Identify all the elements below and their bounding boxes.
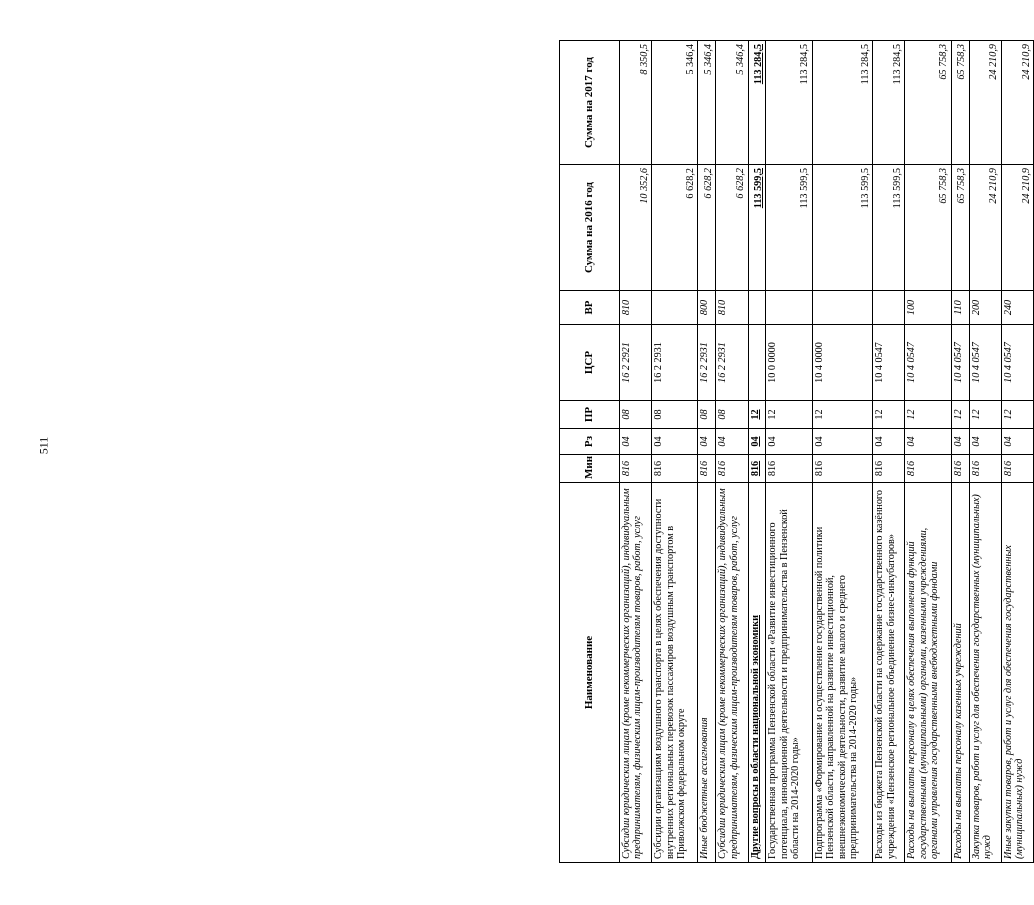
cell-sum-2016: 113 599,5 (873, 165, 905, 291)
header-min: Мин (560, 455, 620, 483)
cell-sum-2016: 113 599,5 (766, 165, 812, 291)
cell-min: 816 (905, 455, 951, 483)
cell-pr: 12 (1001, 401, 1033, 429)
cell-sum-2017: 5 346,4 (716, 41, 748, 165)
header-rz: Рз (560, 429, 620, 455)
cell-name: Расходы на выплаты персоналу казенных учреждений (951, 483, 969, 863)
cell-name: Другие вопросы в области национальной экономики (748, 483, 766, 863)
cell-csr: 10 4 0000 (812, 325, 873, 401)
cell-rz: 04 (766, 429, 812, 455)
cell-min: 816 (812, 455, 873, 483)
cell-sum-2017: 5 346,4 (652, 41, 698, 165)
header-name: Наименование (560, 483, 620, 863)
cell-min: 816 (951, 455, 969, 483)
cell-rz: 04 (951, 429, 969, 455)
cell-pr: 12 (766, 401, 812, 429)
cell-vr (652, 291, 698, 325)
cell-vr (873, 291, 905, 325)
cell-rz: 04 (698, 429, 716, 455)
cell-vr: 810 (716, 291, 748, 325)
cell-min: 816 (766, 455, 812, 483)
cell-min: 816 (873, 455, 905, 483)
cell-csr: 10 4 0547 (873, 325, 905, 401)
table-row (969, 41, 1001, 863)
header-pr: ПР (560, 401, 620, 429)
table-row (766, 41, 812, 863)
cell-name: Субсидии организациям воздушного транспорта в целях обеспечения доступности внутренних региональных перевозок пассажиров воздушным транспортом в Приволжском федеральном округе (652, 483, 698, 863)
cell-vr (766, 291, 812, 325)
cell-rz: 04 (716, 429, 748, 455)
header-row (560, 41, 620, 863)
cell-pr: 08 (652, 401, 698, 429)
cell-sum-2016: 24 210,9 (969, 165, 1001, 291)
cell-min: 816 (748, 455, 766, 483)
budget-table (559, 40, 1034, 863)
cell-sum-2016: 65 758,3 (905, 165, 951, 291)
cell-name: Государственная программа Пензенской области «Развитие инвестиционного потенциала, инновационной деятельности и предпринимательства в Пензенской области на 2014-2020 годы» (766, 483, 812, 863)
cell-pr: 12 (812, 401, 873, 429)
cell-vr: 200 (969, 291, 1001, 325)
cell-min: 816 (716, 455, 748, 483)
cell-name: Подпрограмма «Формирование и осуществление государственной политики Пензенской области, направленной на развитие инвестиционной, внешнеэкономической деятельности, развитие малого и среднего предпринимательства на 2014-2020 годы» (812, 483, 873, 863)
cell-name: Закупка товаров, работ и услуг для обеспечения государственных (муниципальных) нужд (969, 483, 1001, 863)
cell-sum-2017: 5 346,4 (698, 41, 716, 165)
cell-vr: 110 (951, 291, 969, 325)
cell-name: Иные бюджетные ассигнования (698, 483, 716, 863)
cell-csr: 16 2 2921 (620, 325, 652, 401)
cell-sum-2017: 113 284,5 (748, 41, 766, 165)
cell-rz: 04 (905, 429, 951, 455)
cell-sum-2016: 6 628,2 (652, 165, 698, 291)
cell-rz: 04 (748, 429, 766, 455)
rotated-table-container (559, 41, 1034, 863)
table-row (873, 41, 905, 863)
cell-csr (748, 325, 766, 401)
cell-csr: 10 4 0547 (969, 325, 1001, 401)
cell-rz: 04 (812, 429, 873, 455)
cell-name: Расходы на выплаты персоналу в целях обеспечения выполнения функций государственными (муниципальными) органами, казенными учреждениями, органами управления государственными внебюджетными фондами (905, 483, 951, 863)
cell-name: Расходы из бюджета Пензенской области на содержание государственного казённого учреждения «Пензенское региональное объединение бизнес-инкубаторов» (873, 483, 905, 863)
cell-pr: 08 (716, 401, 748, 429)
cell-sum-2017: 113 284,5 (766, 41, 812, 165)
cell-vr: 800 (698, 291, 716, 325)
header-sum-2017: Сумма на 2017 год (560, 41, 620, 165)
header-sum-2016: Сумма на 2016 год (560, 165, 620, 291)
cell-csr: 16 2 2931 (652, 325, 698, 401)
cell-pr: 12 (873, 401, 905, 429)
cell-rz: 04 (620, 429, 652, 455)
table-row (951, 41, 969, 863)
cell-min: 816 (1001, 455, 1033, 483)
cell-sum-2017: 113 284,5 (873, 41, 905, 165)
cell-vr (812, 291, 873, 325)
cell-csr: 10 4 0547 (1001, 325, 1033, 401)
cell-name: Субсидии юридическим лицам (кроме некоммерческих организаций), индивидуальным предпринимателям, физическим лицам-производителям товаров, работ, услуг (620, 483, 652, 863)
cell-vr: 240 (1001, 291, 1033, 325)
cell-sum-2016: 113 599,5 (748, 165, 766, 291)
cell-csr: 16 2 2931 (716, 325, 748, 401)
cell-min: 816 (698, 455, 716, 483)
table-row (812, 41, 873, 863)
cell-sum-2016: 6 628,2 (698, 165, 716, 291)
cell-min: 816 (969, 455, 1001, 483)
cell-rz: 04 (652, 429, 698, 455)
cell-sum-2017: 113 284,5 (812, 41, 873, 165)
table-row (716, 41, 748, 863)
cell-sum-2016: 65 758,3 (951, 165, 969, 291)
cell-sum-2017: 65 758,3 (951, 41, 969, 165)
cell-pr: 12 (951, 401, 969, 429)
cell-sum-2017: 8 350,5 (620, 41, 652, 165)
cell-rz: 04 (1001, 429, 1033, 455)
table-row (698, 41, 716, 863)
page-number: 511 (36, 436, 51, 455)
cell-vr: 810 (620, 291, 652, 325)
cell-rz: 04 (873, 429, 905, 455)
cell-vr: 100 (905, 291, 951, 325)
cell-csr: 10 4 0547 (905, 325, 951, 401)
table-row (620, 41, 652, 863)
cell-min: 816 (620, 455, 652, 483)
cell-sum-2016: 10 352,6 (620, 165, 652, 291)
cell-pr: 12 (748, 401, 766, 429)
cell-sum-2017: 65 758,3 (905, 41, 951, 165)
cell-name: Иные закупки товаров, работ и услуг для обеспечения государственных (муниципальных) нужд (1001, 483, 1033, 863)
cell-pr: 12 (905, 401, 951, 429)
cell-sum-2016: 24 210,9 (1001, 165, 1033, 291)
cell-csr: 10 0 0000 (766, 325, 812, 401)
cell-min: 816 (652, 455, 698, 483)
cell-pr: 12 (969, 401, 1001, 429)
cell-name: Субсидии юридическим лицам (кроме некоммерческих организаций), индивидуальным предпринимателям, физическим лицам-производителям товаров, работ, услуг (716, 483, 748, 863)
cell-pr: 08 (698, 401, 716, 429)
table-row (652, 41, 698, 863)
cell-rz: 04 (969, 429, 1001, 455)
cell-csr: 16 2 2931 (698, 325, 716, 401)
cell-sum-2017: 24 210,9 (1001, 41, 1033, 165)
cell-pr: 08 (620, 401, 652, 429)
header-csr: ЦСР (560, 325, 620, 401)
cell-sum-2016: 113 599,5 (812, 165, 873, 291)
cell-csr: 10 4 0547 (951, 325, 969, 401)
header-vr: ВР (560, 291, 620, 325)
cell-vr (748, 291, 766, 325)
table-row (748, 41, 766, 863)
table-row (1001, 41, 1033, 863)
cell-sum-2017: 24 210,9 (969, 41, 1001, 165)
table-row (905, 41, 951, 863)
cell-sum-2016: 6 628,2 (716, 165, 748, 291)
